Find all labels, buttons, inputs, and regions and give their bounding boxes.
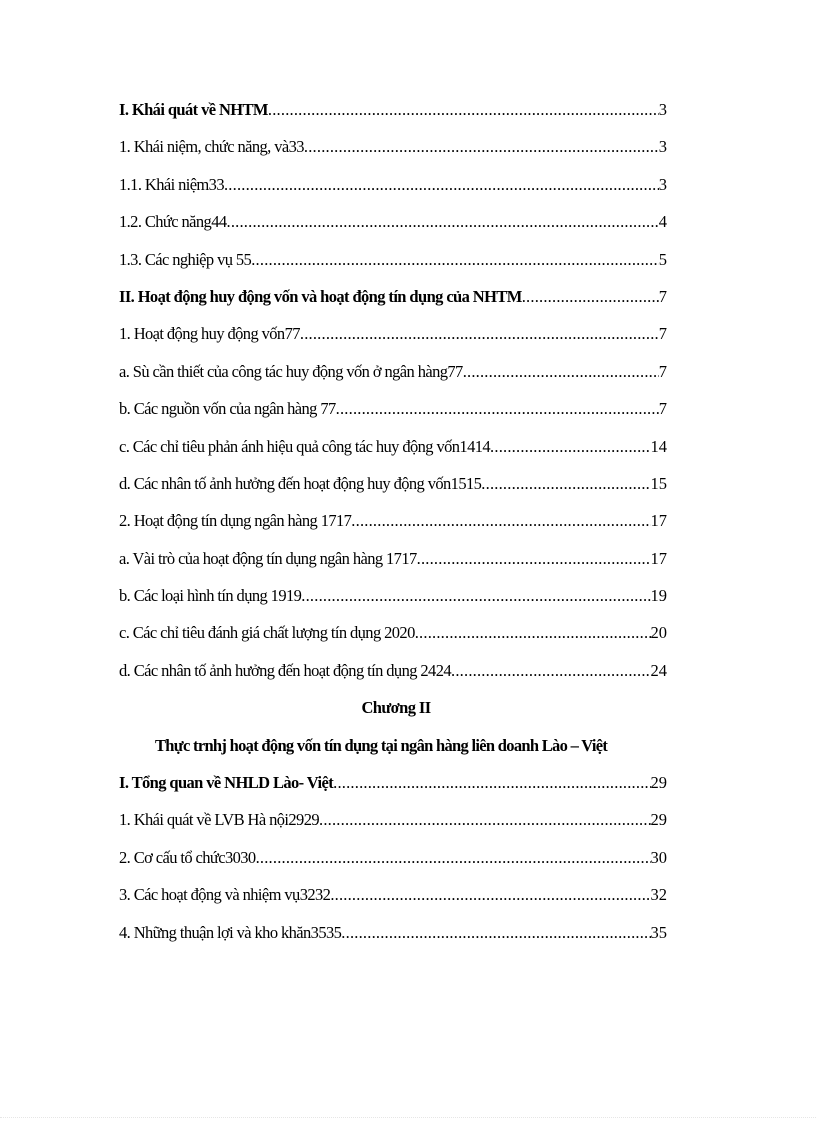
chapter-subtitle: Thực trnhj hoạt động vốn tín dụng tại ngân hàng liên doanh Lào – Việt xyxy=(155,735,608,755)
toc-entry-title: 4. Những thuận lợi và kho khăn3535 xyxy=(119,922,342,942)
toc-entry-title: 1. Hoạt động huy động vốn77 xyxy=(119,324,300,344)
toc-entry[interactable] xyxy=(119,661,667,698)
toc-entry-title: 1. Khái niệm, chức năng, và33 xyxy=(119,137,304,157)
toc-entry-title: c. Các chỉ tiêu phản ánh hiệu quả công tác huy động vốn1414 xyxy=(119,436,491,456)
toc-entry[interactable] xyxy=(119,810,667,847)
toc-entry[interactable] xyxy=(119,773,667,810)
toc-dot-leader xyxy=(227,212,659,232)
toc-entry-title: 1. Khái quát về LVB Hà nội2929 xyxy=(119,810,319,830)
toc-page-number: 24 xyxy=(650,660,667,680)
toc-page-number: 20 xyxy=(650,623,667,643)
toc-page-number: 15 xyxy=(650,473,667,493)
toc-dot-leader xyxy=(415,623,651,643)
toc-entry-title: 1.1. Khái niệm33 xyxy=(119,174,224,194)
toc-page-number: 14 xyxy=(650,436,667,456)
toc-entry-title: d. Các nhân tố ảnh hưởng đến hoạt động tín dụng 2424 xyxy=(119,660,452,680)
toc-entry-title: a. Sù cần thiết của công tác huy động vốn ở ngân hàng77 xyxy=(119,361,463,381)
toc-dot-leader xyxy=(481,474,650,494)
toc-page-number: 7 xyxy=(658,324,667,344)
toc-entry-title: 2. Hoạt động tín dụng ngân hàng 1717 xyxy=(119,511,352,531)
toc-entry[interactable] xyxy=(119,885,667,922)
toc-section-chapter-2 xyxy=(119,773,667,960)
toc-dot-leader xyxy=(336,399,659,419)
toc-section-chapter-1 xyxy=(119,100,667,698)
toc-entry[interactable] xyxy=(119,549,667,586)
toc-entry-title: d. Các nhân tố ảnh hưởng đến hoạt động huy động vốn1515 xyxy=(119,473,482,493)
toc-dot-leader xyxy=(304,137,659,157)
toc-dot-leader xyxy=(319,810,651,830)
toc-entry[interactable] xyxy=(119,137,667,174)
toc-page-number: 7 xyxy=(658,286,667,306)
toc-page-number: 7 xyxy=(658,361,667,381)
toc-page-number: 17 xyxy=(650,511,667,531)
toc-dot-leader xyxy=(522,287,659,307)
toc-entry[interactable] xyxy=(119,923,667,960)
toc-dot-leader xyxy=(417,549,651,569)
toc-dot-leader xyxy=(330,885,650,905)
toc-page-number: 3 xyxy=(658,100,667,119)
toc-entry-title: 2. Cơ cấu tổ chức3030 xyxy=(119,847,256,867)
chapter-title: Chương II xyxy=(361,698,431,718)
toc-page-number: 19 xyxy=(650,586,667,606)
toc-entry-title: a. Vài trò của hoạt động tín dụng ngân hàng 1717 xyxy=(119,548,417,568)
toc-entry[interactable] xyxy=(119,324,667,361)
toc-page-number: 17 xyxy=(650,548,667,568)
page-bottom-rule xyxy=(0,1117,816,1118)
toc-page-number: 3 xyxy=(658,174,667,194)
toc-dot-leader xyxy=(268,100,659,120)
toc-entry-title: 1.2. Chức năng44 xyxy=(119,212,227,232)
toc-entry[interactable] xyxy=(119,287,667,324)
toc-page-number: 32 xyxy=(650,885,667,905)
toc-entry[interactable] xyxy=(119,100,667,137)
toc-dot-leader xyxy=(463,362,659,382)
toc-entry[interactable] xyxy=(119,212,667,249)
toc-entry-title: b. Các loại hình tín dụng 1919 xyxy=(119,586,302,606)
toc-entry[interactable] xyxy=(119,437,667,474)
toc-entry-title: II. Hoạt động huy động vốn và hoạt động tín dụng của NHTM xyxy=(119,286,522,306)
toc-dot-leader xyxy=(301,586,650,606)
toc-dot-leader xyxy=(351,511,650,531)
toc-entry-title: 1.3. Các nghiệp vụ 55 xyxy=(119,249,252,269)
toc-dot-leader xyxy=(251,250,659,270)
toc-dot-leader xyxy=(451,661,650,681)
toc-entry-title: I. Khái quát về NHTM xyxy=(119,100,268,119)
toc-dot-leader xyxy=(490,437,650,457)
toc-entry[interactable] xyxy=(119,511,667,548)
toc-entry[interactable] xyxy=(119,175,667,212)
toc-entry[interactable] xyxy=(119,399,667,436)
toc-page-number: 29 xyxy=(650,773,667,793)
toc-dot-leader xyxy=(333,773,650,793)
toc-entry[interactable] xyxy=(119,362,667,399)
toc-dot-leader xyxy=(300,324,659,344)
toc-entry-title: c. Các chỉ tiêu đánh giá chất lượng tín dụng 2020 xyxy=(119,623,415,643)
toc-entry[interactable] xyxy=(119,586,667,623)
toc-page-number: 7 xyxy=(658,399,667,419)
toc-entry-title: b. Các nguồn vốn của ngân hàng 77 xyxy=(119,399,336,419)
table-of-contents xyxy=(119,100,667,960)
toc-entry[interactable] xyxy=(119,474,667,511)
toc-page-number: 5 xyxy=(658,249,667,269)
toc-page-number: 4 xyxy=(658,212,667,232)
toc-page-number: 3 xyxy=(658,137,667,157)
toc-entry-title: 3. Các hoạt động và nhiệm vụ3232 xyxy=(119,885,331,905)
toc-entry[interactable] xyxy=(119,848,667,885)
toc-entry-title: I. Tổng quan về NHLD Lào- Việt xyxy=(119,773,334,793)
toc-entry[interactable] xyxy=(119,250,667,287)
toc-dot-leader xyxy=(224,175,659,195)
toc-page-number: 30 xyxy=(650,847,667,867)
toc-page-number: 35 xyxy=(650,922,667,942)
toc-dot-leader xyxy=(341,923,650,943)
toc-dot-leader xyxy=(256,848,651,868)
toc-entry[interactable] xyxy=(119,623,667,660)
toc-page-number: 29 xyxy=(650,810,667,830)
